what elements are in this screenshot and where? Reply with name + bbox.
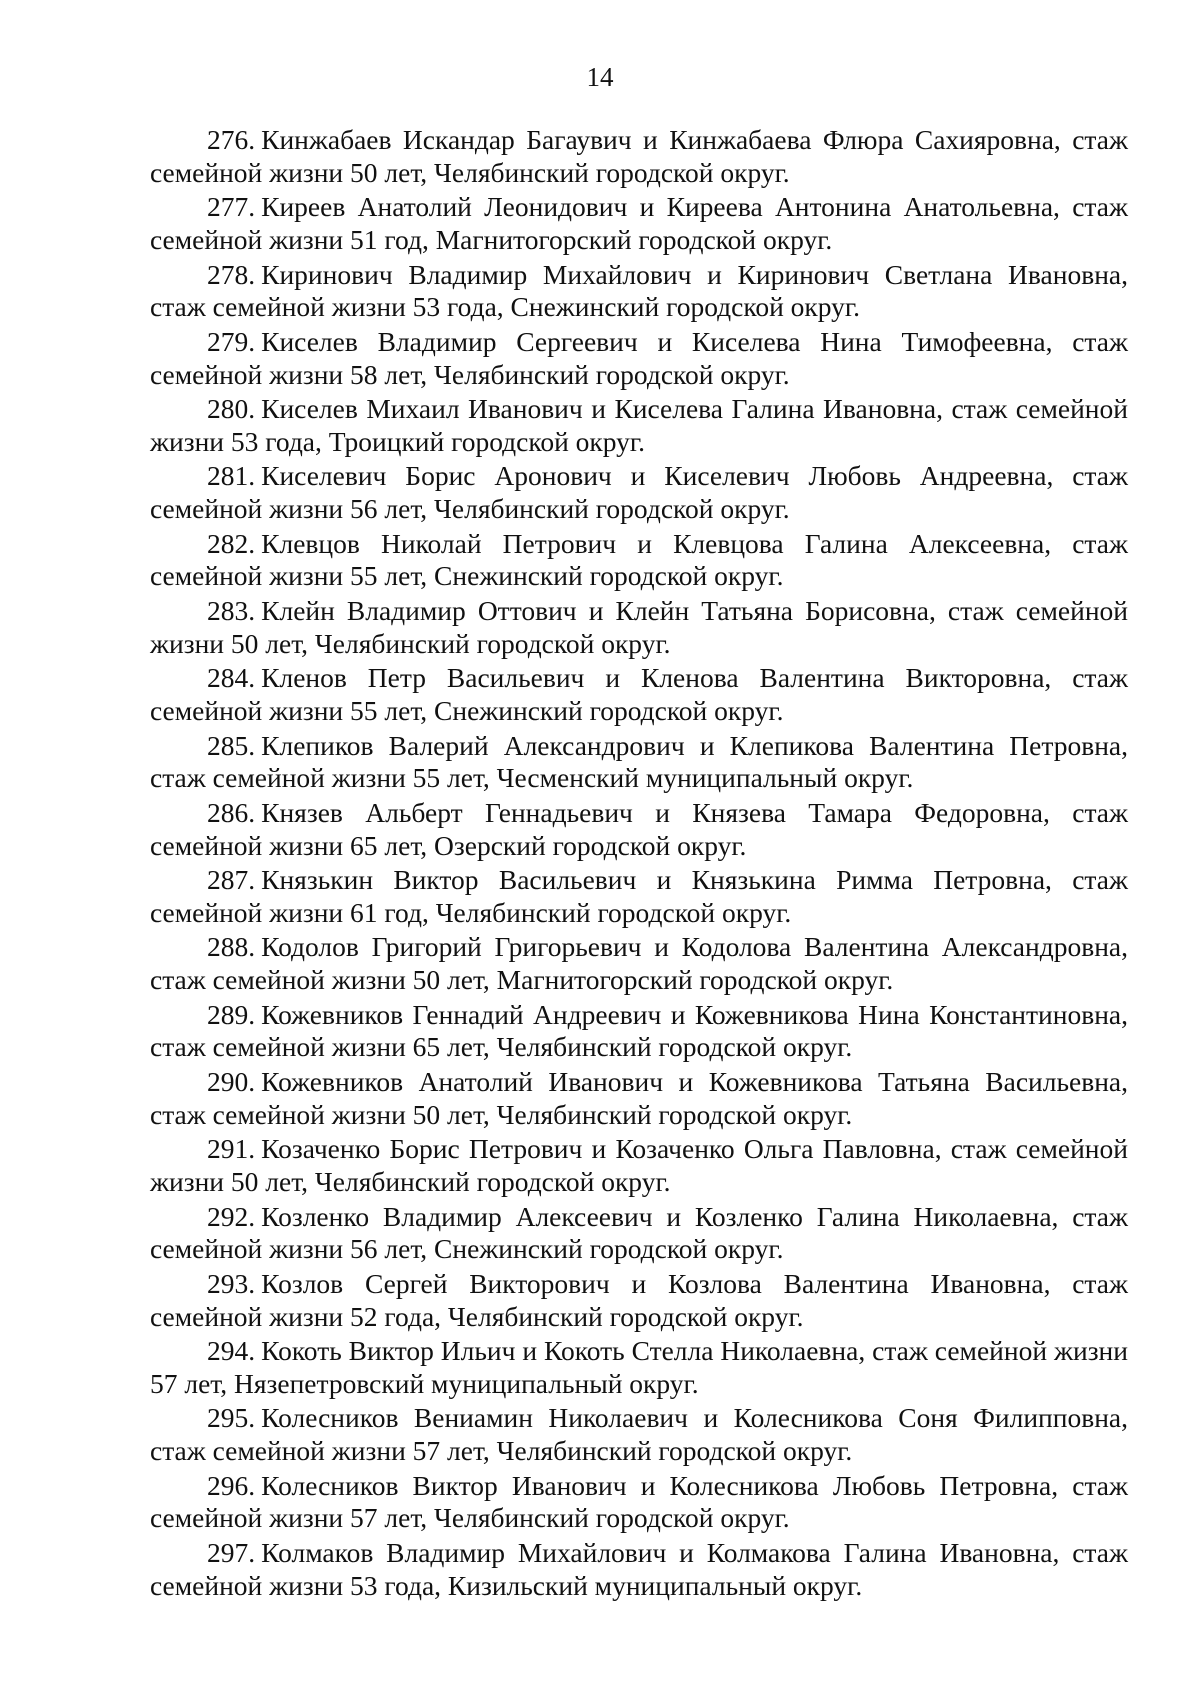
entry-list	[150, 124, 1128, 1604]
entry-number: 279.	[207, 325, 256, 357]
entry-number: 289.	[207, 998, 256, 1030]
entry-number: 294.	[207, 1335, 256, 1367]
entry-text: Кожевников Геннадий Андреевич и Кожевникова Нина Константиновна, стаж семейной жизни 65 лет, Челябинский городской округ.	[150, 998, 1128, 1063]
entry-text: Князев Альберт Геннадьевич и Князева Тамара Федоровна, стаж семейной жизни 65 лет, Озерский городской округ.	[150, 796, 1128, 861]
entry-number: 285.	[207, 729, 256, 761]
list-item	[150, 1470, 1128, 1536]
entry-number: 287.	[207, 864, 256, 896]
entry-number: 283.	[207, 594, 256, 626]
entry-number: 280.	[207, 393, 256, 425]
list-item	[150, 999, 1128, 1065]
entry-text: Колесников Вениамин Николаевич и Колесникова Соня Филипповна, стаж семейной жизни 57 лет, Челябинский городской округ.	[150, 1402, 1128, 1467]
entry-text: Киселевич Борис Аронович и Киселевич Любовь Андреевна, стаж семейной жизни 56 лет, Челябинский городской округ.	[150, 460, 1128, 525]
entry-number: 293.	[207, 1267, 256, 1299]
entry-text: Киринович Владимир Михайлович и Киринович Светлана Ивановна, стаж семейной жизни 53 года, Снежинский городской округ.	[150, 258, 1128, 323]
entry-text: Колмаков Владимир Михайлович и Колмакова Галина Ивановна, стаж семейной жизни 53 года, Кизильский муниципальный округ.	[150, 1536, 1128, 1601]
list-item	[150, 528, 1128, 594]
list-item	[150, 393, 1128, 459]
entry-text: Козленко Владимир Алексеевич и Козленко Галина Николаевна, стаж семейной жизни 56 лет, Снежинский городской округ.	[150, 1200, 1128, 1265]
entry-text: Киреев Анатолий Леонидович и Киреева Антонина Анатольевна, стаж семейной жизни 51 год, Магнитогорский городской округ.	[150, 191, 1128, 256]
entry-number: 296.	[207, 1469, 256, 1501]
list-item	[150, 1066, 1128, 1132]
entry-text: Киселев Владимир Сергеевич и Киселева Нина Тимофеевна, стаж семейной жизни 58 лет, Челябинский городской округ.	[150, 325, 1128, 390]
entry-number: 286.	[207, 796, 256, 828]
entry-text: Кодолов Григорий Григорьевич и Кодолова Валентина Александровна, стаж семейной жизни 50 лет, Магнитогорский городской округ.	[150, 931, 1128, 996]
list-item	[150, 259, 1128, 325]
entry-number: 295.	[207, 1402, 256, 1434]
entry-text: Клепиков Валерий Александрович и Клепикова Валентина Петровна, стаж семейной жизни 55 лет, Чесменский муниципальный округ.	[150, 729, 1128, 794]
list-item	[150, 662, 1128, 728]
entry-number: 276.	[207, 124, 256, 155]
list-item	[150, 1133, 1128, 1199]
entry-number: 281.	[207, 460, 256, 492]
entry-text: Кокоть Виктор Ильич и Кокоть Стелла Николаевна, стаж семейной жизни 57 лет, Нязепетровский муниципальный округ.	[150, 1335, 1128, 1399]
entry-text: Козаченко Борис Петрович и Козаченко Ольга Павловна, стаж семейной жизни 50 лет, Челябинский городской округ.	[150, 1133, 1128, 1198]
entry-number: 277.	[207, 191, 256, 223]
list-item	[150, 730, 1128, 796]
entry-text: Киселев Михаил Иванович и Киселева Галина Ивановна, стаж семейной жизни 53 года, Троицкий городской округ.	[150, 393, 1128, 457]
list-item	[150, 124, 1128, 190]
list-item	[150, 1537, 1128, 1603]
entry-number: 291.	[207, 1133, 256, 1165]
list-item	[150, 191, 1128, 257]
list-item	[150, 1268, 1128, 1334]
entry-number: 278.	[207, 258, 256, 290]
list-item	[150, 864, 1128, 930]
list-item	[150, 326, 1128, 392]
entry-text: Кожевников Анатолий Иванович и Кожевникова Татьяна Васильевна, стаж семейной жизни 50 лет, Челябинский городской округ.	[150, 1065, 1128, 1130]
list-item	[150, 595, 1128, 661]
list-item	[150, 1402, 1128, 1468]
list-item	[150, 1201, 1128, 1267]
list-item	[150, 931, 1128, 997]
entry-number: 292.	[207, 1200, 256, 1232]
entry-number: 297.	[207, 1536, 256, 1568]
list-item	[150, 797, 1128, 863]
page-number: 14	[586, 62, 614, 92]
entry-text: Кленов Петр Васильевич и Кленова Валентина Викторовна, стаж семейной жизни 55 лет, Снежинский городской округ.	[150, 662, 1128, 727]
entry-number: 290.	[207, 1065, 256, 1097]
entry-number: 288.	[207, 931, 256, 963]
entry-text: Князькин Виктор Васильевич и Князькина Римма Петровна, стаж семейной жизни 61 год, Челябинский городской округ.	[150, 864, 1128, 928]
entry-text: Колесников Виктор Иванович и Колесникова Любовь Петровна, стаж семейной жизни 57 лет, Челябинский городской округ.	[150, 1469, 1128, 1534]
entry-text: Кинжабаев Искандар Багаувич и Кинжабаева Флюра Сахияровна, стаж семейной жизни 50 лет, Челябинский городской округ.	[150, 124, 1128, 188]
entry-text: Козлов Сергей Викторович и Козлова Валентина Ивановна, стаж семейной жизни 52 года, Челябинский городской округ.	[150, 1267, 1128, 1332]
list-item	[150, 460, 1128, 526]
list-item	[150, 1335, 1128, 1401]
entry-text: Клейн Владимир Оттович и Клейн Татьяна Борисовна, стаж семейной жизни 50 лет, Челябинский городской округ.	[150, 594, 1128, 659]
entry-text: Клевцов Николай Петрович и Клевцова Галина Алексеевна, стаж семейной жизни 55 лет, Снежинский городской округ.	[150, 527, 1128, 592]
entry-number: 284.	[207, 662, 256, 694]
entry-number: 282.	[207, 527, 256, 559]
